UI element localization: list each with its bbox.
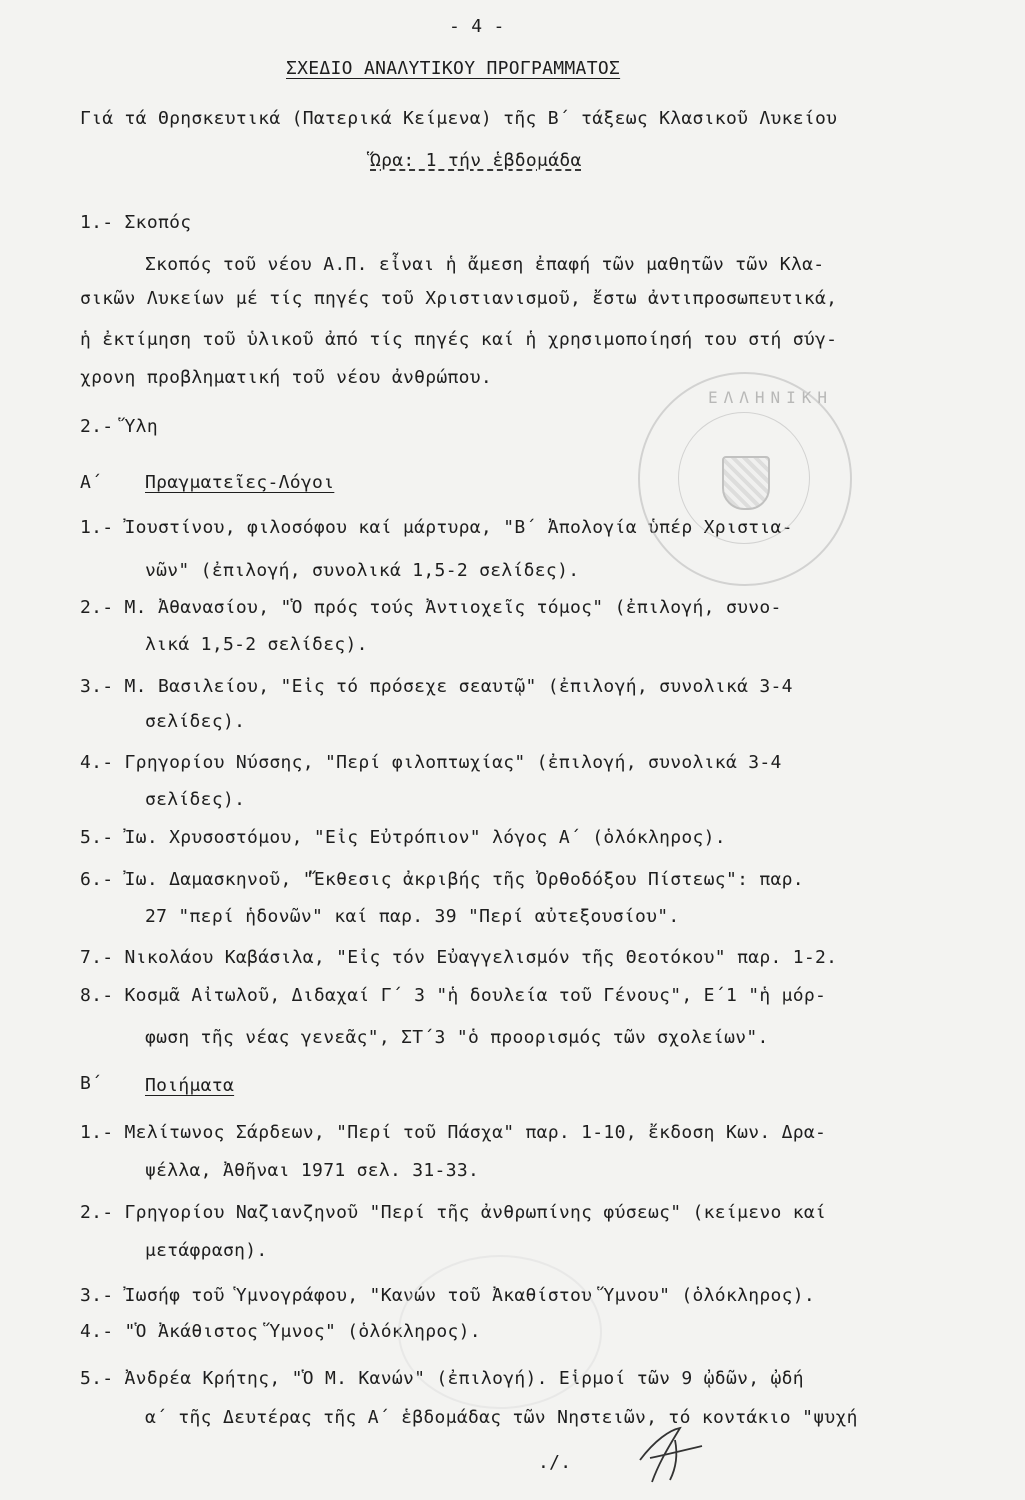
list-item: 2.- Γρηγορίου Ναζιανζηνοῦ "Περί τῆς ἀνθρωπίνης φύσεως" (κείμενο καί (80, 1202, 827, 1223)
list-item: 5.- Ἰω. Χρυσοστόμου, "Εἰς Εὐτρόπιον" λόγος Α΄ (ὁλόκληρος). (80, 827, 726, 848)
list-item: 1.- Μελίτωνος Σάρδεων, "Περί τοῦ Πάσχα" παρ. 1-10, ἔκδοση Κων. Δρα- (80, 1122, 827, 1143)
aim-line: χρονη προβληματική τοῦ νέου ἀνθρώπου. (80, 367, 493, 388)
coat-of-arms-icon (722, 456, 770, 510)
list-item-continuation: νῶν" (ἐπιλογή, συνολικά 1,5-2 σελίδες). (145, 560, 580, 581)
part-a-letter: Α΄ (80, 472, 103, 493)
stamp-text: ΕΛΛΗΝΙΚΗ (708, 388, 834, 407)
aim-line: σικῶν Λυκείων μέ τίς πηγές τοῦ Χριστιανισμοῦ, ἔστω ἀντιπροσωπευτικά, (80, 288, 838, 309)
document-subtitle: Γιά τά Θρησκευτικά (Πατερικά Κείμενα) τῆς Β΄ τάξεως Κλασικοῦ Λυκείου (80, 108, 838, 129)
list-item: 4.- "Ὁ Ἀκάθιστος Ὕμνος" (ὁλόκληρος). (80, 1321, 481, 1342)
list-item-continuation: 27 "περί ἡδονῶν" καί παρ. 39 "Περί αὐτεξουσίου". (145, 906, 680, 927)
list-item: 3.- Μ. Βασιλείου, "Εἰς τό πρόσεχε σεαυτῷ" (ἐπιλογή, συνολικά 3-4 (80, 676, 793, 697)
list-item-continuation: ψέλλα, Ἀθῆναι 1971 σελ. 31-33. (145, 1160, 480, 1181)
list-item-continuation: σελίδες). (145, 711, 246, 732)
faint-stamp-bleedthrough (398, 1255, 602, 1409)
continuation-mark: ./. (538, 1452, 572, 1473)
official-stamp (638, 372, 852, 586)
list-item-continuation: λικά 1,5-2 σελίδες). (145, 634, 368, 655)
list-item-continuation: α΄ τῆς Δευτέρας τῆς Α΄ ἑβδομάδας τῶν Νηστειῶν, τό κοντάκιο "ψυχή (145, 1407, 858, 1428)
aim-line: Σκοπός τοῦ νέου Α.Π. εἶναι ἡ ἄμεση ἐπαφή τῶν μαθητῶν τῶν Κλα- (145, 254, 825, 275)
list-item: 4.- Γρηγορίου Νύσσης, "Περί φιλοπτωχίας" (ἐπιλογή, συνολικά 3-4 (80, 752, 782, 773)
section-heading-material: 2.- Ὕλη (80, 416, 158, 437)
list-item: 5.- Ἀνδρέα Κρήτης, "Ὁ Μ. Κανών" (ἐπιλογή). Εἱρμοί τῶν 9 ᾠδῶν, ᾠδή (80, 1368, 804, 1389)
hours-per-week: Ὥρα: 1 τήν ἑβδομάδα (370, 150, 582, 171)
signature-icon (630, 1420, 710, 1490)
list-item: 2.- Μ. Ἀθανασίου, "Ὁ πρός τούς Ἀντιοχεῖς τόμος" (ἐπιλογή, συνο- (80, 597, 782, 618)
document-title: ΣΧΕΔΙΟ ΑΝΑΛΥΤΙΚΟΥ ΠΡΟΓΡΑΜΜΑΤΟΣ (286, 58, 621, 79)
page-number: - 4 - (449, 16, 505, 37)
part-b-letter: Β΄ (80, 1073, 103, 1094)
list-item: 3.- Ἰωσήφ τοῦ Ὑμνογράφου, "Κανών τοῦ Ἀκαθίστου Ὕμνου" (ὁλόκληρος). (80, 1285, 816, 1306)
list-item-continuation: φωση τῆς νέας γενεᾶς", ΣΤ΄3 "ὁ προορισμός τῶν σχολείων". (145, 1027, 769, 1048)
list-item-continuation: σελίδες). (145, 789, 246, 810)
aim-line: ἡ ἐκτίμηση τοῦ ὑλικοῦ ἀπό τίς πηγές καί ἡ χρησιμοποίησή του στή σύγ- (80, 329, 838, 350)
part-a-heading: Πραγματεῖες-Λόγοι (145, 472, 335, 493)
list-item: 8.- Κοσμᾶ Αἰτωλοῦ, Διδαχαί Γ΄ 3 "ἡ δουλεία τοῦ Γένους", Ε΄1 "ἡ μόρ- (80, 985, 827, 1006)
list-item-continuation: μετάφραση). (145, 1240, 268, 1261)
section-heading-aim: 1.- Σκοπός (80, 212, 192, 233)
list-item: 6.- Ἰω. Δαμασκηνοῦ, "Ἔκθεσις ἀκριβής τῆς Ὀρθοδόξου Πίστεως": παρ. (80, 869, 804, 890)
list-item: 7.- Νικολάου Καβάσιλα, "Εἰς τόν Εὐαγγελισμόν τῆς Θεοτόκου" παρ. 1-2. (80, 947, 838, 968)
list-item: 1.- Ἰουστίνου, φιλοσόφου καί μάρτυρα, "Β΄ Ἀπολογία ὑπέρ Χριστια- (80, 517, 793, 538)
part-b-heading: Ποιήματα (145, 1075, 235, 1096)
